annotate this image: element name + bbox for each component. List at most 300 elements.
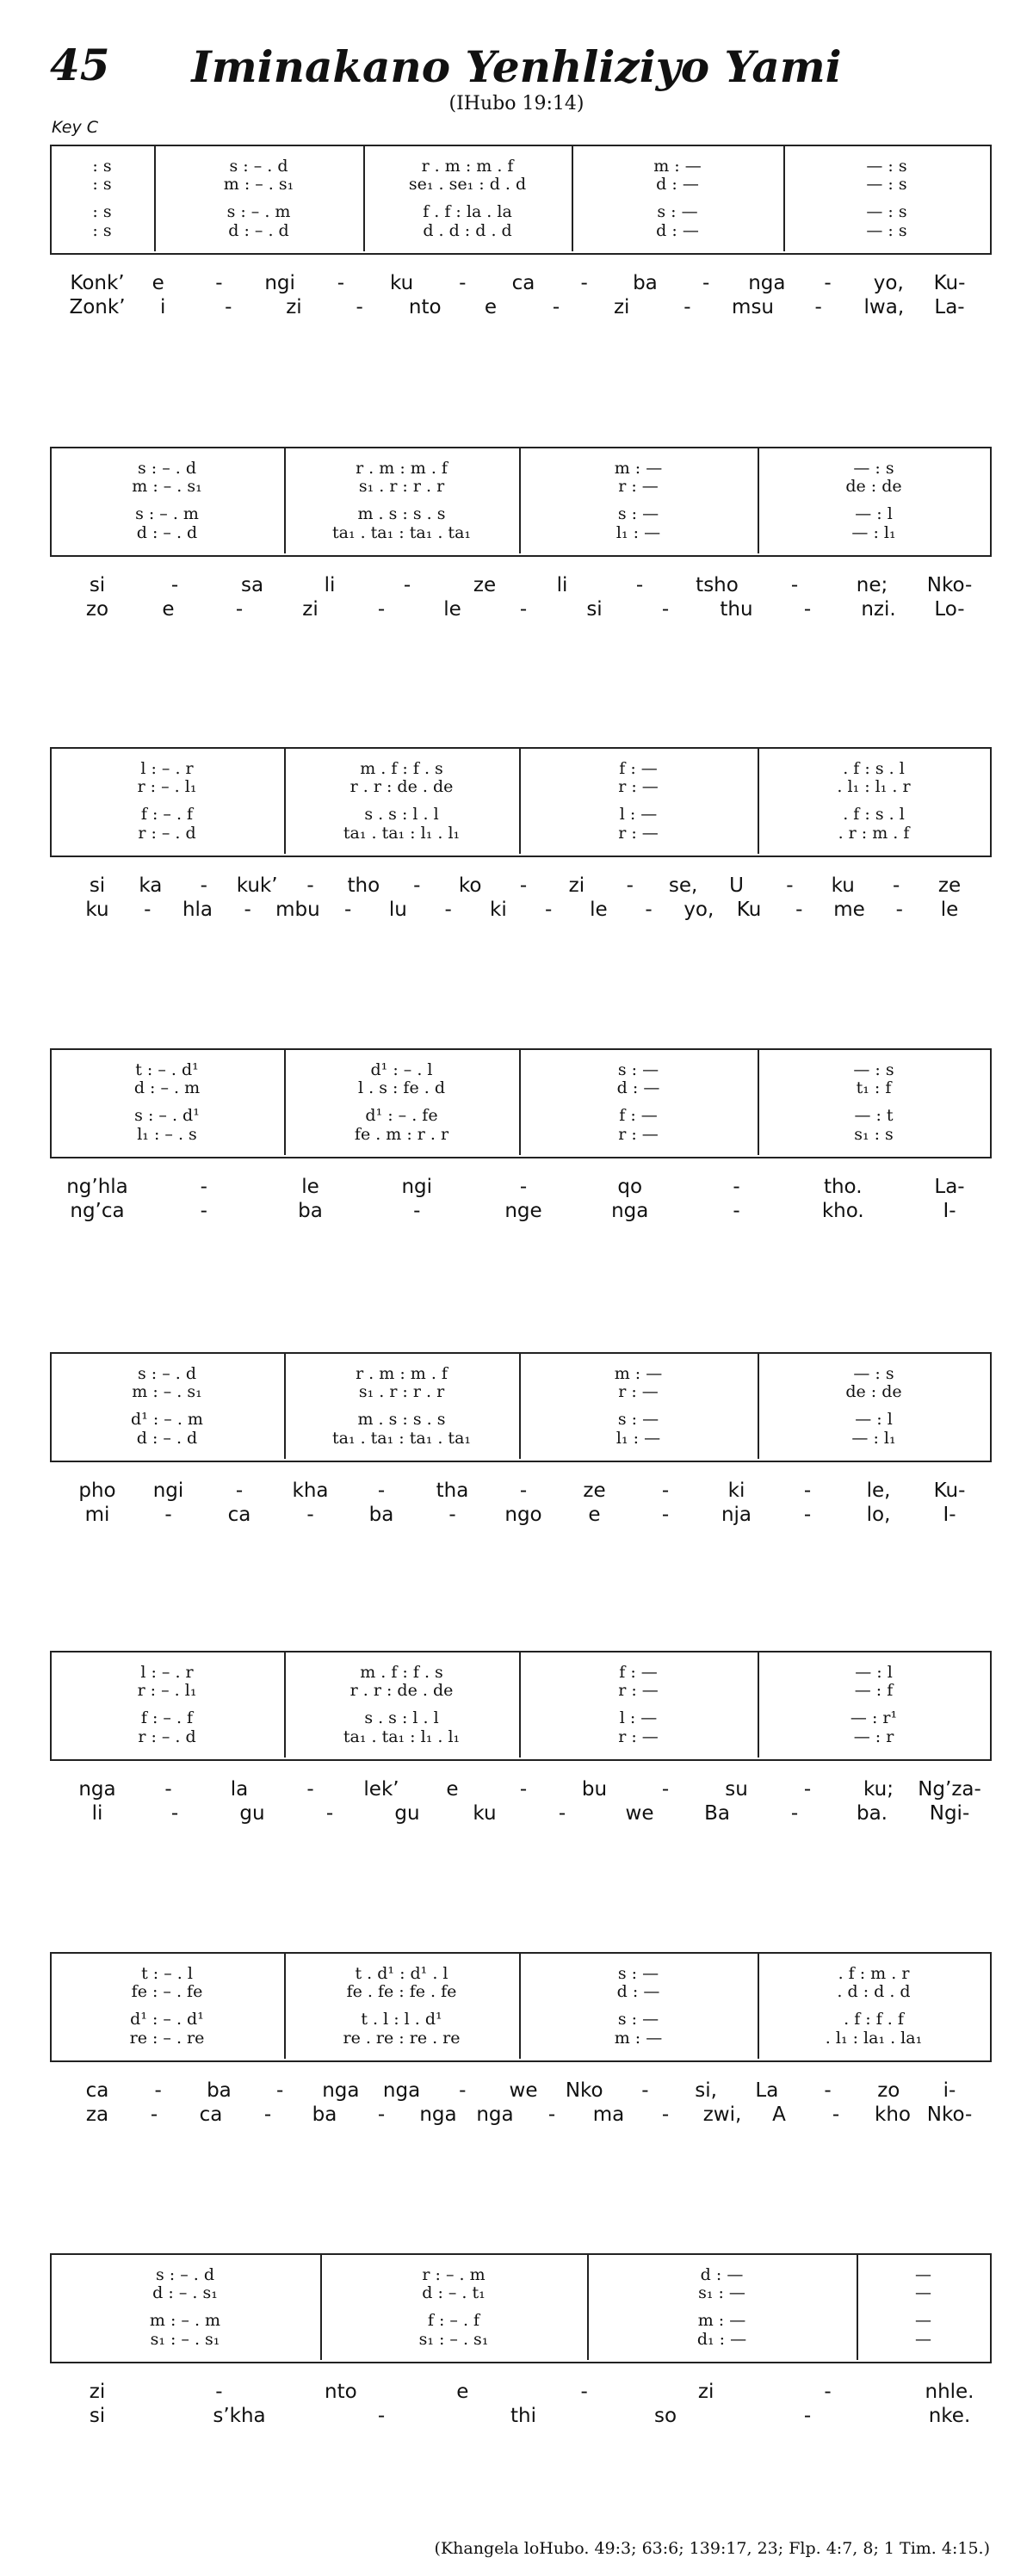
measure-notes: — : f	[854, 1681, 894, 1700]
lyric-syllable: zi	[568, 874, 585, 897]
measure-notes: — : l	[855, 1410, 893, 1429]
lyric-syllable: e	[162, 598, 175, 621]
measure-notes: r : – . m	[422, 2265, 486, 2284]
lyric-syllable: Ba	[704, 1802, 730, 1825]
lyric-syllable: si	[89, 574, 106, 596]
measure-notes: r . r : de . de	[349, 777, 454, 796]
measure-notes: . l₁ : la₁ . la₁	[825, 2029, 923, 2048]
measure-notes: d : – . d	[136, 1429, 198, 1448]
measure-notes: r . m : m . f	[421, 157, 514, 176]
lyric-syllable: li	[556, 574, 568, 596]
lyric-syllable: nga	[476, 2103, 514, 2126]
measure-notes: ta₁ . ta₁ : ta₁ . ta₁	[331, 523, 472, 542]
lyric-syllable: -	[824, 272, 832, 294]
measure-notes: ta₁ . ta₁ : ta₁ . ta₁	[331, 1429, 472, 1448]
lyric-syllable: ze	[937, 874, 962, 897]
measure-notes: s : —	[617, 2010, 659, 2029]
lyric-syllable: e	[456, 2381, 469, 2403]
lyric-syllable: we	[509, 2079, 538, 2102]
voice-row	[50, 777, 990, 796]
lyric-syllable: Nko	[565, 2079, 603, 2102]
lyric-syllable: -	[544, 899, 553, 921]
measure-notes: — : s	[866, 157, 907, 176]
lyric-syllable: -	[519, 1176, 528, 1198]
voice-row	[50, 1727, 990, 1746]
lyric-syllable: ngi	[152, 1480, 184, 1502]
lyric-syllable: e	[446, 1778, 459, 1801]
measure-notes: l₁ : —	[615, 1429, 661, 1448]
measure-notes: r : —	[618, 1382, 659, 1401]
lyric-syllable: Ku-	[933, 272, 966, 294]
measure-notes: t : – . l	[141, 1964, 193, 1983]
scripture-references: (Khangela loHubo. 49:3; 63:6; 139:17, 23; Flp. 4:7, 8; 1 Tim. 4:15.)	[434, 2539, 990, 2558]
lyric-syllable: tho	[347, 874, 380, 897]
measure-notes: —	[915, 2265, 931, 2284]
lyric-syllable: -	[832, 2103, 840, 2126]
voice-row	[50, 1106, 990, 1125]
lyric-syllable: ngi	[401, 1176, 433, 1198]
measure-notes: f : —	[619, 1663, 658, 1682]
lyric-syllable: I-	[943, 1200, 956, 1222]
lyric-syllable: tsho	[696, 574, 739, 596]
measure-notes: s₁ : —	[698, 2283, 745, 2302]
voice-row	[50, 824, 990, 843]
lyric-syllable: lo,	[866, 1504, 891, 1526]
lyric-syllable: -	[244, 899, 251, 921]
measure-notes: — : s	[866, 221, 907, 240]
measure-notes: . f : s . l	[843, 759, 905, 778]
lyric-syllable: La-	[934, 296, 965, 318]
measure-notes: r : —	[618, 777, 659, 796]
lyric-line	[50, 1802, 990, 1826]
measure-notes: — : s	[853, 1364, 894, 1383]
lyric-syllable: nga	[748, 272, 786, 294]
key-signature: Key C	[52, 118, 99, 137]
measure-notes: d¹ : – . d¹	[130, 2010, 204, 2029]
lyric-line	[50, 272, 990, 296]
voice-row	[50, 1964, 990, 1983]
voice-row	[50, 1681, 990, 1700]
measure-notes: — : r¹	[850, 1708, 898, 1727]
lyric-syllable: ma	[592, 2103, 625, 2126]
lyric-syllable: -	[824, 2381, 832, 2403]
lyric-syllable: we	[625, 1802, 654, 1825]
lyric-line	[50, 296, 990, 320]
lyric-syllable: su	[725, 1778, 748, 1801]
lyric-syllable: zo	[877, 2079, 900, 2102]
lyric-syllable: -	[702, 272, 710, 294]
lyric-syllable: -	[344, 899, 352, 921]
lyric-syllable: zwi,	[702, 2103, 742, 2126]
lyric-line	[50, 2381, 990, 2405]
lyric-syllable: ne;	[856, 574, 888, 596]
lyric-syllable: Zonk’	[69, 296, 126, 318]
lyric-syllable: U	[729, 874, 744, 897]
measure-notes: —	[915, 2283, 931, 2302]
lyric-syllable: -	[803, 2405, 812, 2427]
lyric-line	[50, 574, 990, 598]
lyric-syllable: -	[325, 1802, 334, 1825]
lyric-syllable: -	[641, 2079, 649, 2102]
lyric-syllable: -	[814, 296, 822, 318]
measure-notes: s : —	[617, 1060, 659, 1079]
measure-notes: r : – . d	[138, 824, 196, 843]
lyric-syllable: ba	[368, 1504, 394, 1526]
voice-row	[50, 1982, 990, 2001]
lyric-syllable: -	[790, 574, 799, 596]
measure-notes: de : de	[845, 1382, 902, 1401]
lyric-line	[50, 1480, 990, 1504]
measure-notes: — : l₁	[851, 523, 896, 542]
lyric-syllable: msu	[732, 296, 775, 318]
lyric-syllable: -	[661, 1778, 670, 1801]
measure-notes: . f : m . r	[838, 1964, 910, 1983]
lyric-syllable: ca	[85, 2079, 109, 2102]
voice-row	[50, 2029, 990, 2048]
measure-notes: — : s	[853, 459, 894, 478]
measure-notes: s . s : l . l	[364, 1708, 439, 1727]
lyric-syllable: -	[684, 296, 691, 318]
measure-notes: d : – . m	[133, 1078, 201, 1097]
lyric-syllable: La-	[934, 1176, 965, 1198]
lyric-syllable: nzi.	[861, 598, 896, 621]
lyric-syllable: nga	[611, 1200, 649, 1222]
lyric-syllable: ba	[312, 2103, 337, 2126]
measure-notes: s : – . m	[135, 504, 199, 523]
measure-notes: m : —	[653, 157, 702, 176]
measure-notes: f : —	[619, 1106, 658, 1125]
measure-notes: m : – . m	[149, 2311, 221, 2330]
lyric-syllable: ku	[473, 1802, 497, 1825]
lyric-syllable: ki	[727, 1480, 745, 1502]
lyric-line	[50, 1200, 990, 1224]
lyric-syllable: -	[795, 899, 803, 921]
measure-notes: r : —	[618, 1681, 659, 1700]
measure-notes: . r : m . f	[838, 824, 910, 843]
lyric-syllable: za	[85, 2103, 109, 2126]
lyric-syllable: -	[824, 2079, 832, 2102]
measure-notes: l . s : fe . d	[358, 1078, 445, 1097]
measure-notes: — : s	[866, 175, 907, 194]
lyric-syllable: Lo-	[934, 598, 965, 621]
lyric-line	[50, 874, 990, 899]
measure-notes: m : —	[614, 2029, 663, 2048]
lyric-syllable: kuk’	[236, 874, 278, 897]
lyric-syllable: le	[590, 899, 608, 921]
lyric-syllable: Ng’za-	[918, 1778, 981, 1801]
measure-notes: d¹ : – . m	[131, 1410, 203, 1429]
measure-notes: — : l	[855, 504, 893, 523]
voice-row	[50, 1125, 990, 1144]
lyric-syllable: pho	[78, 1480, 116, 1502]
lyric-syllable: nja	[721, 1504, 752, 1526]
lyric-syllable: -	[661, 2103, 670, 2126]
lyric-syllable: -	[803, 1778, 812, 1801]
measure-notes: —	[915, 2311, 931, 2330]
measure-notes: s : —	[617, 1410, 659, 1429]
lyric-syllable: ko	[458, 874, 482, 897]
measure-notes: t₁ : f	[856, 1078, 892, 1097]
lyric-syllable: ng’ca	[70, 1200, 125, 1222]
lyric-syllable: kho.	[821, 1200, 864, 1222]
voice-row	[50, 1364, 990, 1383]
lyric-syllable: -	[803, 1504, 812, 1526]
lyric-syllable: hla	[182, 899, 213, 921]
lyric-syllable: ngo	[504, 1504, 542, 1526]
lyric-syllable: nga	[382, 2079, 421, 2102]
measure-notes: s : —	[617, 504, 659, 523]
voice-row	[50, 1060, 990, 1079]
measure-notes: : s	[92, 221, 112, 240]
measure-notes: m : – . s₁	[223, 175, 294, 194]
measure-notes: d¹ : – . l	[370, 1060, 433, 1079]
lyric-syllable: Konk’	[70, 272, 125, 294]
lyric-syllable: lwa,	[863, 296, 905, 318]
measure-notes: d¹ : – . fe	[365, 1106, 438, 1125]
lyric-syllable: e	[588, 1504, 601, 1526]
lyric-syllable: -	[263, 2103, 272, 2126]
measure-notes: d : —	[656, 221, 699, 240]
voice-row	[50, 1708, 990, 1727]
lyric-syllable: thu	[720, 598, 753, 621]
measure-notes: t . l : l . d¹	[361, 2010, 442, 2029]
lyric-syllable: e	[484, 296, 497, 318]
measure-notes: f : – . f	[427, 2311, 480, 2330]
lyric-line	[50, 2405, 990, 2429]
lyric-syllable: -	[626, 874, 634, 897]
measure-notes: s : – . m	[226, 202, 291, 221]
lyric-syllable: nga	[78, 1778, 116, 1801]
lyric-syllable: le	[940, 899, 959, 921]
lyric-line	[50, 1176, 990, 1200]
lyric-syllable: -	[403, 574, 411, 596]
measure-notes: —	[915, 2330, 931, 2349]
lyric-syllable: ng’hla	[66, 1176, 128, 1198]
lyric-line	[50, 1504, 990, 1528]
voice-row	[50, 504, 990, 523]
lyric-line	[50, 598, 990, 622]
lyric-syllable: ze	[473, 574, 497, 596]
measure-notes: m . f : f . s	[360, 759, 443, 778]
lyric-syllable: -	[235, 598, 244, 621]
lyric-syllable: -	[444, 899, 452, 921]
lyric-syllable: -	[661, 598, 670, 621]
lyric-syllable: kha	[292, 1480, 329, 1502]
lyric-syllable: yo,	[684, 899, 714, 921]
measure-notes: r . m : m . f	[356, 1364, 448, 1383]
measure-notes: d₁ : —	[696, 2330, 747, 2349]
voice-row	[50, 157, 990, 176]
measure-notes: re . re : re . re	[343, 2029, 461, 2048]
voice-row	[50, 523, 990, 542]
lyric-syllable: Ku	[736, 899, 762, 921]
lyric-syllable: -	[200, 1200, 207, 1222]
lyric-syllable: -	[803, 598, 812, 621]
lyric-syllable: ze	[583, 1480, 606, 1502]
lyric-syllable: le,	[866, 1480, 891, 1502]
lyric-syllable: thi	[510, 2405, 536, 2427]
measure-notes: f : – . f	[140, 805, 194, 824]
lyric-syllable: so	[653, 2405, 677, 2427]
lyric-syllable: -	[215, 2381, 223, 2403]
lyric-syllable: -	[225, 296, 232, 318]
lyric-syllable: si	[89, 874, 106, 897]
lyric-syllable: -	[200, 874, 207, 897]
lyric-line	[50, 2103, 990, 2128]
lyric-syllable: si,	[695, 2079, 717, 2102]
lyric-syllable: Nko-	[926, 574, 973, 596]
lyric-syllable: -	[275, 2079, 284, 2102]
lyric-syllable: tha	[436, 1480, 469, 1502]
voice-row	[50, 1429, 990, 1448]
measure-notes: d : – . s₁	[152, 2283, 218, 2302]
measure-notes: se₁ . se₁ : d . d	[408, 175, 527, 194]
lyric-syllable: Ku-	[933, 1480, 966, 1502]
lyric-syllable: i	[159, 296, 166, 318]
measure-notes: l : —	[619, 805, 658, 824]
voice-row	[50, 2010, 990, 2029]
measure-notes: l₁ : —	[615, 523, 661, 542]
lyric-syllable: ka	[139, 874, 163, 897]
measure-notes: s₁ : – . s₁	[150, 2330, 220, 2349]
measure-notes: — : r	[853, 1727, 894, 1746]
lyric-syllable: ca	[511, 272, 535, 294]
hymn-subtitle: (IHubo 19:14)	[448, 93, 585, 114]
measure-notes: f : —	[619, 759, 658, 778]
hymn-title: Iminakano Yenhliziyo Yami	[191, 41, 842, 92]
voice-row	[50, 2283, 990, 2302]
lyric-syllable: nke.	[928, 2405, 971, 2427]
lyric-syllable: e	[152, 272, 164, 294]
lyric-syllable: -	[459, 272, 467, 294]
measure-notes: s : – . d	[137, 1364, 197, 1383]
lyric-syllable: -	[892, 874, 900, 897]
lyric-syllable: -	[170, 574, 179, 596]
measure-notes: . f : s . l	[843, 805, 905, 824]
lyric-syllable: zo	[85, 598, 109, 621]
lyric-syllable: zi	[302, 598, 319, 621]
lyric-syllable: -	[635, 574, 644, 596]
voice-row	[50, 2311, 990, 2330]
measure-notes: — : s	[866, 202, 907, 221]
measure-notes: d . d : d . d	[423, 221, 512, 240]
measure-notes: f : – . f	[140, 1708, 194, 1727]
lyric-syllable: -	[215, 272, 223, 294]
measure-notes: . d : d . d	[837, 1982, 911, 2001]
measure-notes: d : – . t₁	[422, 2283, 486, 2302]
lyric-syllable: mbu	[275, 899, 320, 921]
voice-row	[50, 1663, 990, 1682]
lyric-syllable: nga	[419, 2103, 457, 2126]
measure-notes: l : – . r	[140, 1663, 194, 1682]
hymn-number: 45	[50, 40, 110, 90]
lyric-syllable: I-	[943, 1504, 956, 1526]
lyric-syllable: -	[786, 874, 794, 897]
measure-notes: . l₁ : l₁ . r	[837, 777, 911, 796]
lyric-syllable: -	[164, 1778, 172, 1801]
lyric-syllable: -	[235, 1480, 244, 1502]
lyric-syllable: -	[580, 2381, 588, 2403]
lyric-syllable: -	[733, 1176, 740, 1198]
lyric-syllable: se,	[668, 874, 698, 897]
lyric-syllable: ba	[207, 2079, 232, 2102]
lyric-syllable: ku	[85, 899, 109, 921]
measure-notes: de : de	[845, 477, 902, 496]
measure-notes: d : – . d	[136, 523, 198, 542]
measure-notes: r . m : m . f	[356, 459, 448, 478]
measure-notes: r : —	[618, 1125, 659, 1144]
lyric-syllable: lu	[388, 899, 407, 921]
lyric-syllable: ba	[298, 1200, 323, 1222]
measure-notes: r : – . l₁	[137, 1681, 197, 1700]
lyric-syllable: -	[154, 2079, 162, 2102]
measure-notes: s . s : l . l	[364, 805, 439, 824]
voice-row	[50, 2330, 990, 2349]
lyric-syllable: ba.	[856, 1802, 888, 1825]
lyric-syllable: le	[443, 598, 461, 621]
measure-notes: l₁ : – . s	[137, 1125, 197, 1144]
measure-notes: d : – . d	[228, 221, 289, 240]
lyric-syllable: me	[833, 899, 865, 921]
measure-notes: m : —	[614, 459, 663, 478]
measure-notes: m : – . s₁	[132, 1382, 202, 1401]
lyric-syllable: -	[645, 899, 653, 921]
lyric-line	[50, 1778, 990, 1802]
lyric-syllable: -	[519, 1778, 528, 1801]
lyric-syllable: ba	[633, 272, 658, 294]
lyric-syllable: ca	[199, 2103, 223, 2126]
measure-notes: f . f : la . la	[423, 202, 512, 221]
lyric-syllable: -	[413, 874, 421, 897]
measure-notes: s₁ . r : r . r	[358, 477, 445, 496]
voice-row	[50, 805, 990, 824]
measure-notes: : s	[92, 202, 112, 221]
voice-row	[50, 477, 990, 496]
lyric-syllable: -	[803, 1480, 812, 1502]
measure-notes: s₁ : – . s₁	[418, 2330, 489, 2349]
lyric-syllable: -	[377, 598, 386, 621]
lyric-syllable: -	[448, 1504, 456, 1526]
voice-row	[50, 175, 990, 194]
lyric-syllable: lek’	[363, 1778, 399, 1801]
lyric-syllable: zi	[613, 296, 630, 318]
lyric-syllable: La	[755, 2079, 779, 2102]
measure-notes: fe : – . fe	[131, 1982, 203, 2001]
measure-notes: — : l	[855, 1663, 893, 1682]
lyric-line	[50, 2079, 990, 2103]
lyric-syllable: si	[89, 2405, 106, 2427]
lyric-syllable: Nko-	[926, 2103, 973, 2126]
lyric-syllable: tho.	[823, 1176, 863, 1198]
measure-notes: re : – . re	[129, 2029, 205, 2048]
lyric-syllable: nhle.	[925, 2381, 974, 2403]
measure-notes: s : – . d	[137, 459, 197, 478]
lyric-syllable: gu	[394, 1802, 420, 1825]
measure-notes: : s	[92, 157, 112, 176]
voice-row	[50, 1410, 990, 1429]
measure-notes: fe . m : r . r	[354, 1125, 449, 1144]
lyric-syllable: ku	[389, 272, 414, 294]
measure-notes: m : —	[697, 2311, 746, 2330]
voice-row	[50, 1078, 990, 1097]
lyric-syllable: si	[586, 598, 603, 621]
lyric-syllable: -	[661, 1480, 670, 1502]
lyric-syllable: -	[790, 1802, 799, 1825]
lyric-syllable: -	[661, 1504, 670, 1526]
lyric-line	[50, 899, 990, 923]
measure-notes: r : – . d	[138, 1727, 196, 1746]
lyric-syllable: -	[552, 296, 560, 318]
